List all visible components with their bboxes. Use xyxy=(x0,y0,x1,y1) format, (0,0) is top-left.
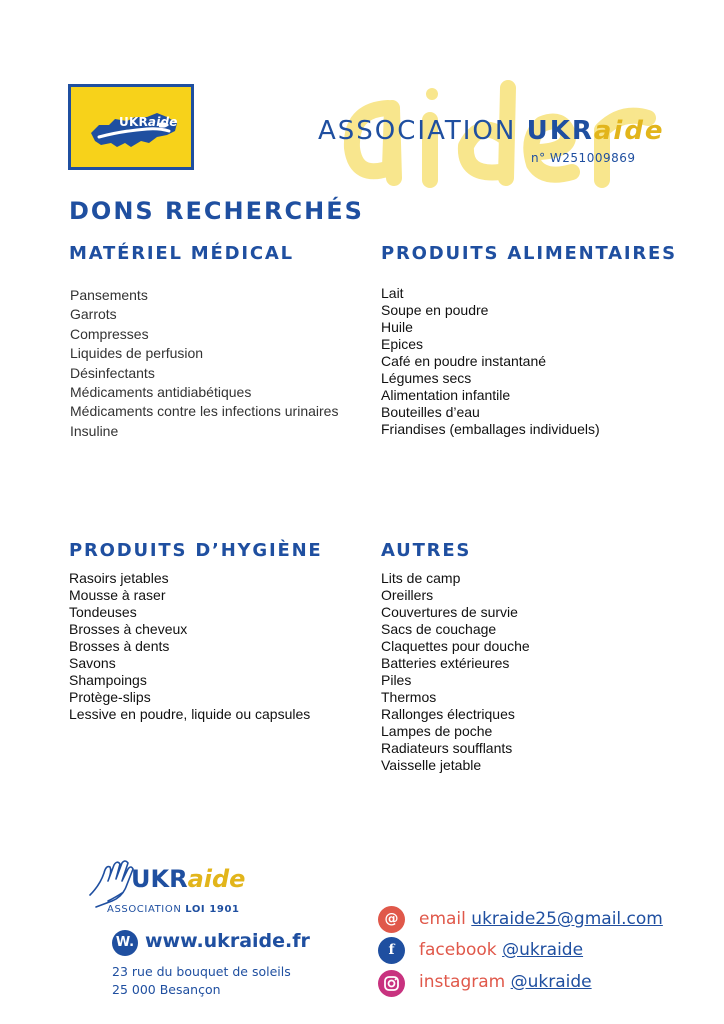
address-line-1: 23 rue du bouquet de soleils xyxy=(112,964,291,979)
logo-background xyxy=(71,87,191,167)
facebook-contact: facebook @ukraide xyxy=(419,940,584,960)
instagram-link[interactable]: @ukraide xyxy=(510,972,592,992)
list-item: Piles xyxy=(381,672,412,688)
section-title-hygiene: PRODUITS D’HYGIÈNE xyxy=(69,540,323,561)
association-name: ASSOCIATION UKRaide xyxy=(318,116,665,146)
list-item: Soupe en poudre xyxy=(381,302,489,318)
list-item: Lait xyxy=(381,285,404,301)
list-item: Huile xyxy=(381,319,413,335)
list-item: Rasoirs jetables xyxy=(69,570,169,586)
list-item: Vaisselle jetable xyxy=(381,757,482,773)
footer-brand: UKRaide xyxy=(131,865,246,893)
list-item: Sacs de couchage xyxy=(381,621,497,637)
list-item: Thermos xyxy=(381,689,437,705)
website-link[interactable]: www.ukraide.fr xyxy=(145,930,310,952)
list-item: Garrots xyxy=(70,306,117,323)
list-item: Bouteilles d’eau xyxy=(381,404,480,420)
website-icon: W. xyxy=(112,930,138,956)
email-contact: email ukraide25@gmail.com xyxy=(419,909,663,929)
list-item: Désinfectants xyxy=(70,364,155,381)
medical-list xyxy=(70,286,338,441)
list-item: Epices xyxy=(381,336,424,352)
list-item: Tondeuses xyxy=(69,604,137,620)
facebook-icon: f xyxy=(378,937,405,964)
list-item: Radiateurs soufflants xyxy=(381,740,513,756)
section-title-food: PRODUITS ALIMENTAIRES xyxy=(381,243,677,264)
registration-number: n° W251009869 xyxy=(531,151,636,165)
list-item: Insuline xyxy=(70,422,119,439)
list-item: Shampoings xyxy=(69,672,147,688)
list-item: Légumes secs xyxy=(381,370,472,386)
list-item: Protège-slips xyxy=(69,689,151,705)
email-icon: @ xyxy=(378,906,405,933)
address-line-2: 25 000 Besançon xyxy=(112,982,221,997)
list-item: Batteries extérieures xyxy=(381,655,510,671)
logo-brand-text: UKRaide xyxy=(119,115,178,129)
list-item: Médicaments antidiabétiques xyxy=(70,383,252,400)
list-item: Compresses xyxy=(70,325,149,342)
footer-association: ASSOCIATION LOI 1901 xyxy=(107,904,240,915)
hygiene-list xyxy=(69,570,310,723)
list-item: Liquides de perfusion xyxy=(70,345,204,362)
list-item: Brosses à dents xyxy=(69,638,170,654)
list-item: Lampes de poche xyxy=(381,723,493,739)
instagram-contact: instagram @ukraide xyxy=(419,972,592,992)
section-title-medical: MATÉRIEL MÉDICAL xyxy=(69,243,294,264)
list-item: Claquettes pour douche xyxy=(381,638,530,654)
list-item: Lessive en poudre, liquide ou capsules xyxy=(69,706,311,722)
list-item: Couvertures de survie xyxy=(381,604,518,620)
list-item: Oreillers xyxy=(381,587,434,603)
other-list xyxy=(381,570,530,774)
instagram-glyph-icon xyxy=(378,970,405,997)
list-item: Savons xyxy=(69,655,116,671)
list-item: Mousse à raser xyxy=(69,587,166,603)
list-item: Friandises (emballages individuels) xyxy=(381,421,600,437)
page-title: DONS RECHERCHÉS xyxy=(69,197,364,225)
list-item: Alimentation infantile xyxy=(381,387,511,403)
list-item: Brosses à cheveux xyxy=(69,621,188,637)
list-item: Rallonges électriques xyxy=(381,706,515,722)
email-link[interactable]: ukraide25@gmail.com xyxy=(471,909,663,929)
list-item: Médicaments contre les infections urinaires xyxy=(70,403,339,420)
food-list xyxy=(381,285,600,438)
instagram-icon xyxy=(378,970,405,997)
section-title-other: AUTRES xyxy=(381,540,472,561)
list-item: Pansements xyxy=(70,287,148,303)
list-item: Café en poudre instantané xyxy=(381,353,547,369)
ukraide-logo xyxy=(68,84,194,170)
facebook-link[interactable]: @ukraide xyxy=(502,940,584,960)
list-item: Lits de camp xyxy=(381,570,461,586)
